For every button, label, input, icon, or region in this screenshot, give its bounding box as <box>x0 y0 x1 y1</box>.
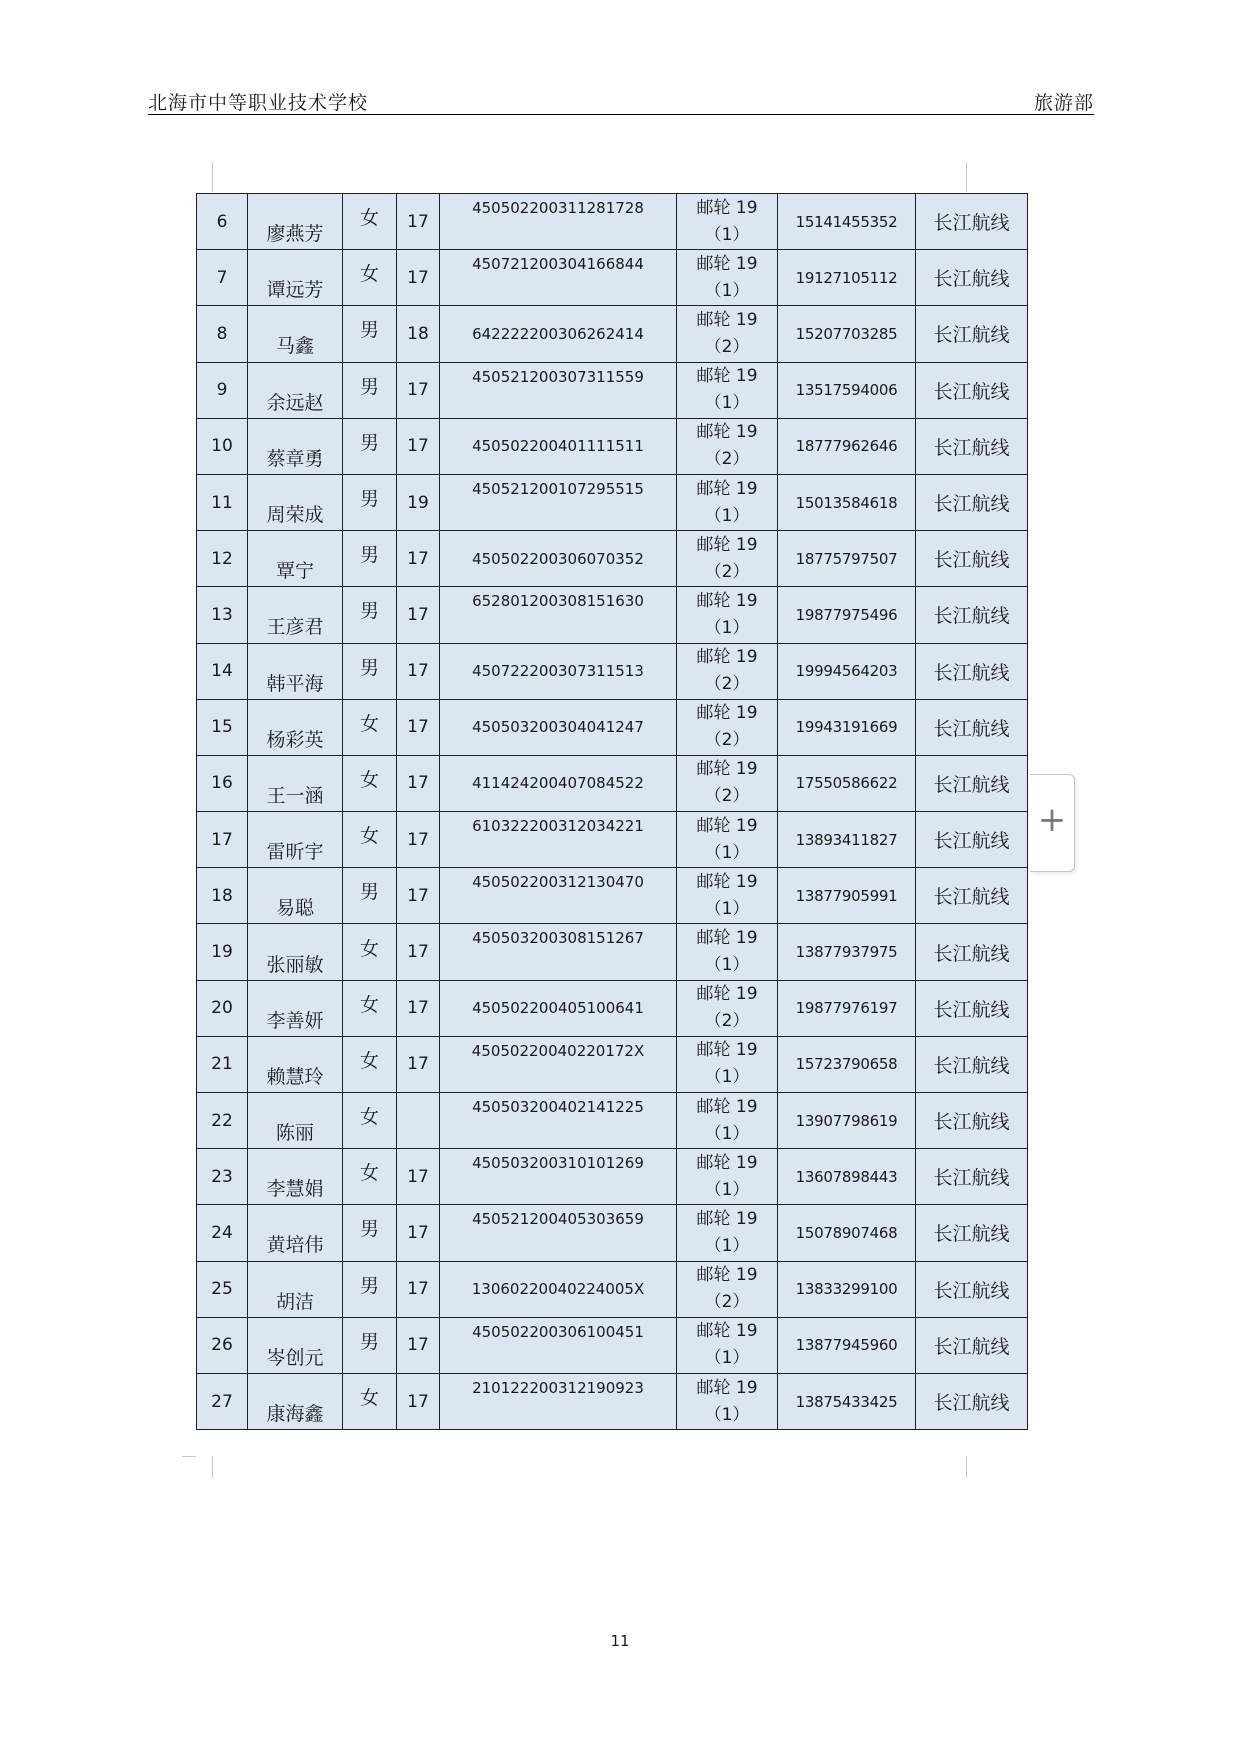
cell-route: 长江航线 <box>916 1261 1028 1317</box>
cell-class: 邮轮 19 （1） <box>677 1036 778 1092</box>
cell-class: 邮轮 19 （1） <box>677 194 778 250</box>
cell-class: 邮轮 19 （1） <box>677 1317 778 1373</box>
cell-gender: 女 <box>343 812 397 868</box>
table-row <box>197 418 1028 474</box>
cell-gender: 男 <box>343 474 397 530</box>
cell-name: 蔡章勇 <box>248 418 343 474</box>
cell-id-number: 642222200306262414 <box>440 306 677 362</box>
cell-route: 长江航线 <box>916 699 1028 755</box>
cell-phone: 13607898443 <box>778 1149 916 1205</box>
cell-route: 长江航线 <box>916 250 1028 306</box>
cell-number: 24 <box>197 1205 248 1261</box>
cell-phone: 17550586622 <box>778 755 916 811</box>
cell-phone: 13875433425 <box>778 1373 916 1429</box>
cell-age: 17 <box>397 587 440 643</box>
cell-age: 17 <box>397 1036 440 1092</box>
cell-name: 王彦君 <box>248 587 343 643</box>
cell-gender: 男 <box>343 587 397 643</box>
cell-gender: 女 <box>343 980 397 1036</box>
cell-gender: 男 <box>343 418 397 474</box>
cell-class: 邮轮 19 （2） <box>677 306 778 362</box>
cell-number: 12 <box>197 531 248 587</box>
cell-phone: 13517594006 <box>778 362 916 418</box>
cell-phone: 15078907468 <box>778 1205 916 1261</box>
crop-mark-left-horizontal <box>182 1456 196 1457</box>
table-row <box>197 812 1028 868</box>
cell-id-number: 45050220040220172X <box>440 1036 677 1092</box>
cell-number: 23 <box>197 1149 248 1205</box>
cell-gender: 男 <box>343 306 397 362</box>
cell-class: 邮轮 19 （1） <box>677 1373 778 1429</box>
table-row <box>197 755 1028 811</box>
header-school-name: 北海市中等职业技术学校 <box>148 92 369 114</box>
cell-class: 邮轮 19 （2） <box>677 755 778 811</box>
cell-phone: 19127105112 <box>778 250 916 306</box>
cell-route: 长江航线 <box>916 1317 1028 1373</box>
cell-route: 长江航线 <box>916 1093 1028 1149</box>
cell-class: 邮轮 19 （2） <box>677 643 778 699</box>
cell-phone: 15013584618 <box>778 474 916 530</box>
cell-id-number: 411424200407084522 <box>440 755 677 811</box>
table-row <box>197 868 1028 924</box>
cell-gender: 男 <box>343 531 397 587</box>
table-row <box>197 924 1028 980</box>
cell-gender: 女 <box>343 1373 397 1429</box>
table-row <box>197 1261 1028 1317</box>
crop-mark-bottom-right <box>966 1456 967 1478</box>
cell-class: 邮轮 19 （1） <box>677 1093 778 1149</box>
cell-number: 10 <box>197 418 248 474</box>
cell-id-number: 450503200308151267 <box>440 924 677 980</box>
plus-icon: + <box>1037 800 1067 840</box>
cell-route: 长江航线 <box>916 587 1028 643</box>
cell-number: 21 <box>197 1036 248 1092</box>
cell-class: 邮轮 19 （1） <box>677 1205 778 1261</box>
cell-id-number: 450502200306070352 <box>440 531 677 587</box>
cell-phone: 19877976197 <box>778 980 916 1036</box>
cell-phone: 13877905991 <box>778 868 916 924</box>
cell-name: 杨彩英 <box>248 699 343 755</box>
table-row <box>197 1093 1028 1149</box>
cell-age: 17 <box>397 362 440 418</box>
cell-name: 李慧娟 <box>248 1149 343 1205</box>
cell-route: 长江航线 <box>916 306 1028 362</box>
cell-gender: 女 <box>343 699 397 755</box>
cell-class: 邮轮 19 （1） <box>677 587 778 643</box>
cell-gender: 男 <box>343 1317 397 1373</box>
cell-name: 王一涵 <box>248 755 343 811</box>
table-row <box>197 980 1028 1036</box>
cell-gender: 女 <box>343 1093 397 1149</box>
cell-name: 李善妍 <box>248 980 343 1036</box>
table-row <box>197 362 1028 418</box>
cell-class: 邮轮 19 （2） <box>677 980 778 1036</box>
cell-class: 邮轮 19 （1） <box>677 1149 778 1205</box>
cell-name: 廖燕芳 <box>248 194 343 250</box>
cell-age: 17 <box>397 1205 440 1261</box>
cell-number: 9 <box>197 362 248 418</box>
cell-route: 长江航线 <box>916 643 1028 699</box>
cell-id-number: 450722200307311513 <box>440 643 677 699</box>
cell-number: 7 <box>197 250 248 306</box>
cell-number: 8 <box>197 306 248 362</box>
cell-number: 25 <box>197 1261 248 1317</box>
cell-phone: 15207703285 <box>778 306 916 362</box>
cell-route: 长江航线 <box>916 868 1028 924</box>
cell-number: 14 <box>197 643 248 699</box>
cell-name: 赖慧玲 <box>248 1036 343 1092</box>
cell-class: 邮轮 19 （1） <box>677 924 778 980</box>
cell-age: 17 <box>397 418 440 474</box>
cell-name: 余远赵 <box>248 362 343 418</box>
add-row-button[interactable] <box>1030 774 1075 872</box>
cell-route: 长江航线 <box>916 531 1028 587</box>
table-row <box>197 1149 1028 1205</box>
table-row <box>197 1205 1028 1261</box>
cell-name: 雷昕宇 <box>248 812 343 868</box>
cell-number: 18 <box>197 868 248 924</box>
page-number: 11 <box>610 1632 630 1650</box>
cell-name: 覃宁 <box>248 531 343 587</box>
cell-name: 张丽敏 <box>248 924 343 980</box>
cell-route: 长江航线 <box>916 924 1028 980</box>
cell-id-number: 450502200405100641 <box>440 980 677 1036</box>
cell-name: 陈丽 <box>248 1093 343 1149</box>
cell-class: 邮轮 19 （2） <box>677 418 778 474</box>
cell-number: 27 <box>197 1373 248 1429</box>
cell-class: 邮轮 19 （1） <box>677 868 778 924</box>
cell-phone: 13907798619 <box>778 1093 916 1149</box>
cell-phone: 13877945960 <box>778 1317 916 1373</box>
cell-route: 长江航线 <box>916 980 1028 1036</box>
cell-name: 康海鑫 <box>248 1373 343 1429</box>
cell-gender: 女 <box>343 194 397 250</box>
header-department: 旅游部 <box>1033 92 1094 114</box>
cell-route: 长江航线 <box>916 1149 1028 1205</box>
cell-id-number: 652801200308151630 <box>440 587 677 643</box>
table-row <box>197 474 1028 530</box>
cell-age: 17 <box>397 699 440 755</box>
cell-id-number: 450503200304041247 <box>440 699 677 755</box>
cell-gender: 男 <box>343 1261 397 1317</box>
cell-gender: 男 <box>343 643 397 699</box>
cell-id-number: 450503200310101269 <box>440 1149 677 1205</box>
cell-age: 18 <box>397 306 440 362</box>
cell-phone: 13877937975 <box>778 924 916 980</box>
cell-age: 19 <box>397 474 440 530</box>
cell-gender: 男 <box>343 868 397 924</box>
cell-id-number: 450521200107295515 <box>440 474 677 530</box>
cell-phone: 18777962646 <box>778 418 916 474</box>
cell-age: 17 <box>397 1373 440 1429</box>
cell-id-number: 210122200312190923 <box>440 1373 677 1429</box>
table-row <box>197 587 1028 643</box>
cell-phone: 15141455352 <box>778 194 916 250</box>
crop-mark-bottom-left <box>212 1456 213 1478</box>
cell-gender: 女 <box>343 250 397 306</box>
cell-number: 15 <box>197 699 248 755</box>
cell-gender: 女 <box>343 1149 397 1205</box>
cell-phone: 19877975496 <box>778 587 916 643</box>
cell-route: 长江航线 <box>916 1205 1028 1261</box>
crop-mark-top-left <box>212 162 213 192</box>
cell-age: 17 <box>397 1317 440 1373</box>
cell-phone: 15723790658 <box>778 1036 916 1092</box>
cell-id-number: 450502200401111511 <box>440 418 677 474</box>
header-rule <box>148 114 1094 115</box>
cell-name: 马鑫 <box>248 306 343 362</box>
cell-id-number: 450502200312130470 <box>440 868 677 924</box>
cell-phone: 19994564203 <box>778 643 916 699</box>
cell-age: 17 <box>397 980 440 1036</box>
cell-id-number: 450502200311281728 <box>440 194 677 250</box>
cell-id-number: 450721200304166844 <box>440 250 677 306</box>
cell-class: 邮轮 19 （1） <box>677 474 778 530</box>
cell-id-number: 450521200405303659 <box>440 1205 677 1261</box>
cell-gender: 女 <box>343 1036 397 1092</box>
cell-age: 17 <box>397 868 440 924</box>
cell-class: 邮轮 19 （2） <box>677 531 778 587</box>
cell-number: 22 <box>197 1093 248 1149</box>
cell-age: 17 <box>397 643 440 699</box>
cell-id-number: 450521200307311559 <box>440 362 677 418</box>
cell-id-number: 450503200402141225 <box>440 1093 677 1149</box>
cell-id-number: 13060220040224005X <box>440 1261 677 1317</box>
cell-phone: 19943191669 <box>778 699 916 755</box>
cell-phone: 13893411827 <box>778 812 916 868</box>
cell-number: 11 <box>197 474 248 530</box>
cell-route: 长江航线 <box>916 362 1028 418</box>
table-row <box>197 699 1028 755</box>
cell-age: 17 <box>397 755 440 811</box>
student-roster-table <box>196 193 1028 1430</box>
cell-age <box>397 1093 440 1149</box>
table-row <box>197 250 1028 306</box>
cell-id-number: 610322200312034221 <box>440 812 677 868</box>
table-row <box>197 643 1028 699</box>
table-row <box>197 194 1028 250</box>
crop-mark-top-right <box>966 162 967 192</box>
cell-class: 邮轮 19 （2） <box>677 1261 778 1317</box>
cell-number: 6 <box>197 194 248 250</box>
cell-gender: 女 <box>343 755 397 811</box>
cell-route: 长江航线 <box>916 474 1028 530</box>
cell-number: 19 <box>197 924 248 980</box>
cell-gender: 女 <box>343 924 397 980</box>
cell-age: 17 <box>397 250 440 306</box>
table-row <box>197 531 1028 587</box>
cell-class: 邮轮 19 （1） <box>677 250 778 306</box>
cell-name: 韩平海 <box>248 643 343 699</box>
table-row <box>197 306 1028 362</box>
cell-class: 邮轮 19 （2） <box>677 699 778 755</box>
cell-age: 17 <box>397 531 440 587</box>
cell-route: 长江航线 <box>916 418 1028 474</box>
cell-age: 17 <box>397 1261 440 1317</box>
cell-route: 长江航线 <box>916 194 1028 250</box>
cell-name: 周荣成 <box>248 474 343 530</box>
table-row <box>197 1373 1028 1429</box>
cell-phone: 18775797507 <box>778 531 916 587</box>
cell-age: 17 <box>397 924 440 980</box>
cell-route: 长江航线 <box>916 755 1028 811</box>
cell-name: 岑创元 <box>248 1317 343 1373</box>
cell-gender: 男 <box>343 362 397 418</box>
cell-name: 谭远芳 <box>248 250 343 306</box>
cell-age: 17 <box>397 1149 440 1205</box>
cell-number: 16 <box>197 755 248 811</box>
cell-number: 20 <box>197 980 248 1036</box>
cell-name: 易聪 <box>248 868 343 924</box>
cell-name: 胡洁 <box>248 1261 343 1317</box>
cell-age: 17 <box>397 194 440 250</box>
cell-number: 13 <box>197 587 248 643</box>
cell-phone: 13833299100 <box>778 1261 916 1317</box>
cell-name: 黄培伟 <box>248 1205 343 1261</box>
cell-number: 26 <box>197 1317 248 1373</box>
cell-route: 长江航线 <box>916 1373 1028 1429</box>
cell-id-number: 450502200306100451 <box>440 1317 677 1373</box>
cell-class: 邮轮 19 （1） <box>677 362 778 418</box>
cell-number: 17 <box>197 812 248 868</box>
table-row <box>197 1317 1028 1373</box>
cell-class: 邮轮 19 （1） <box>677 812 778 868</box>
cell-gender: 男 <box>343 1205 397 1261</box>
cell-route: 长江航线 <box>916 812 1028 868</box>
cell-age: 17 <box>397 812 440 868</box>
table-row <box>197 1036 1028 1092</box>
cell-route: 长江航线 <box>916 1036 1028 1092</box>
